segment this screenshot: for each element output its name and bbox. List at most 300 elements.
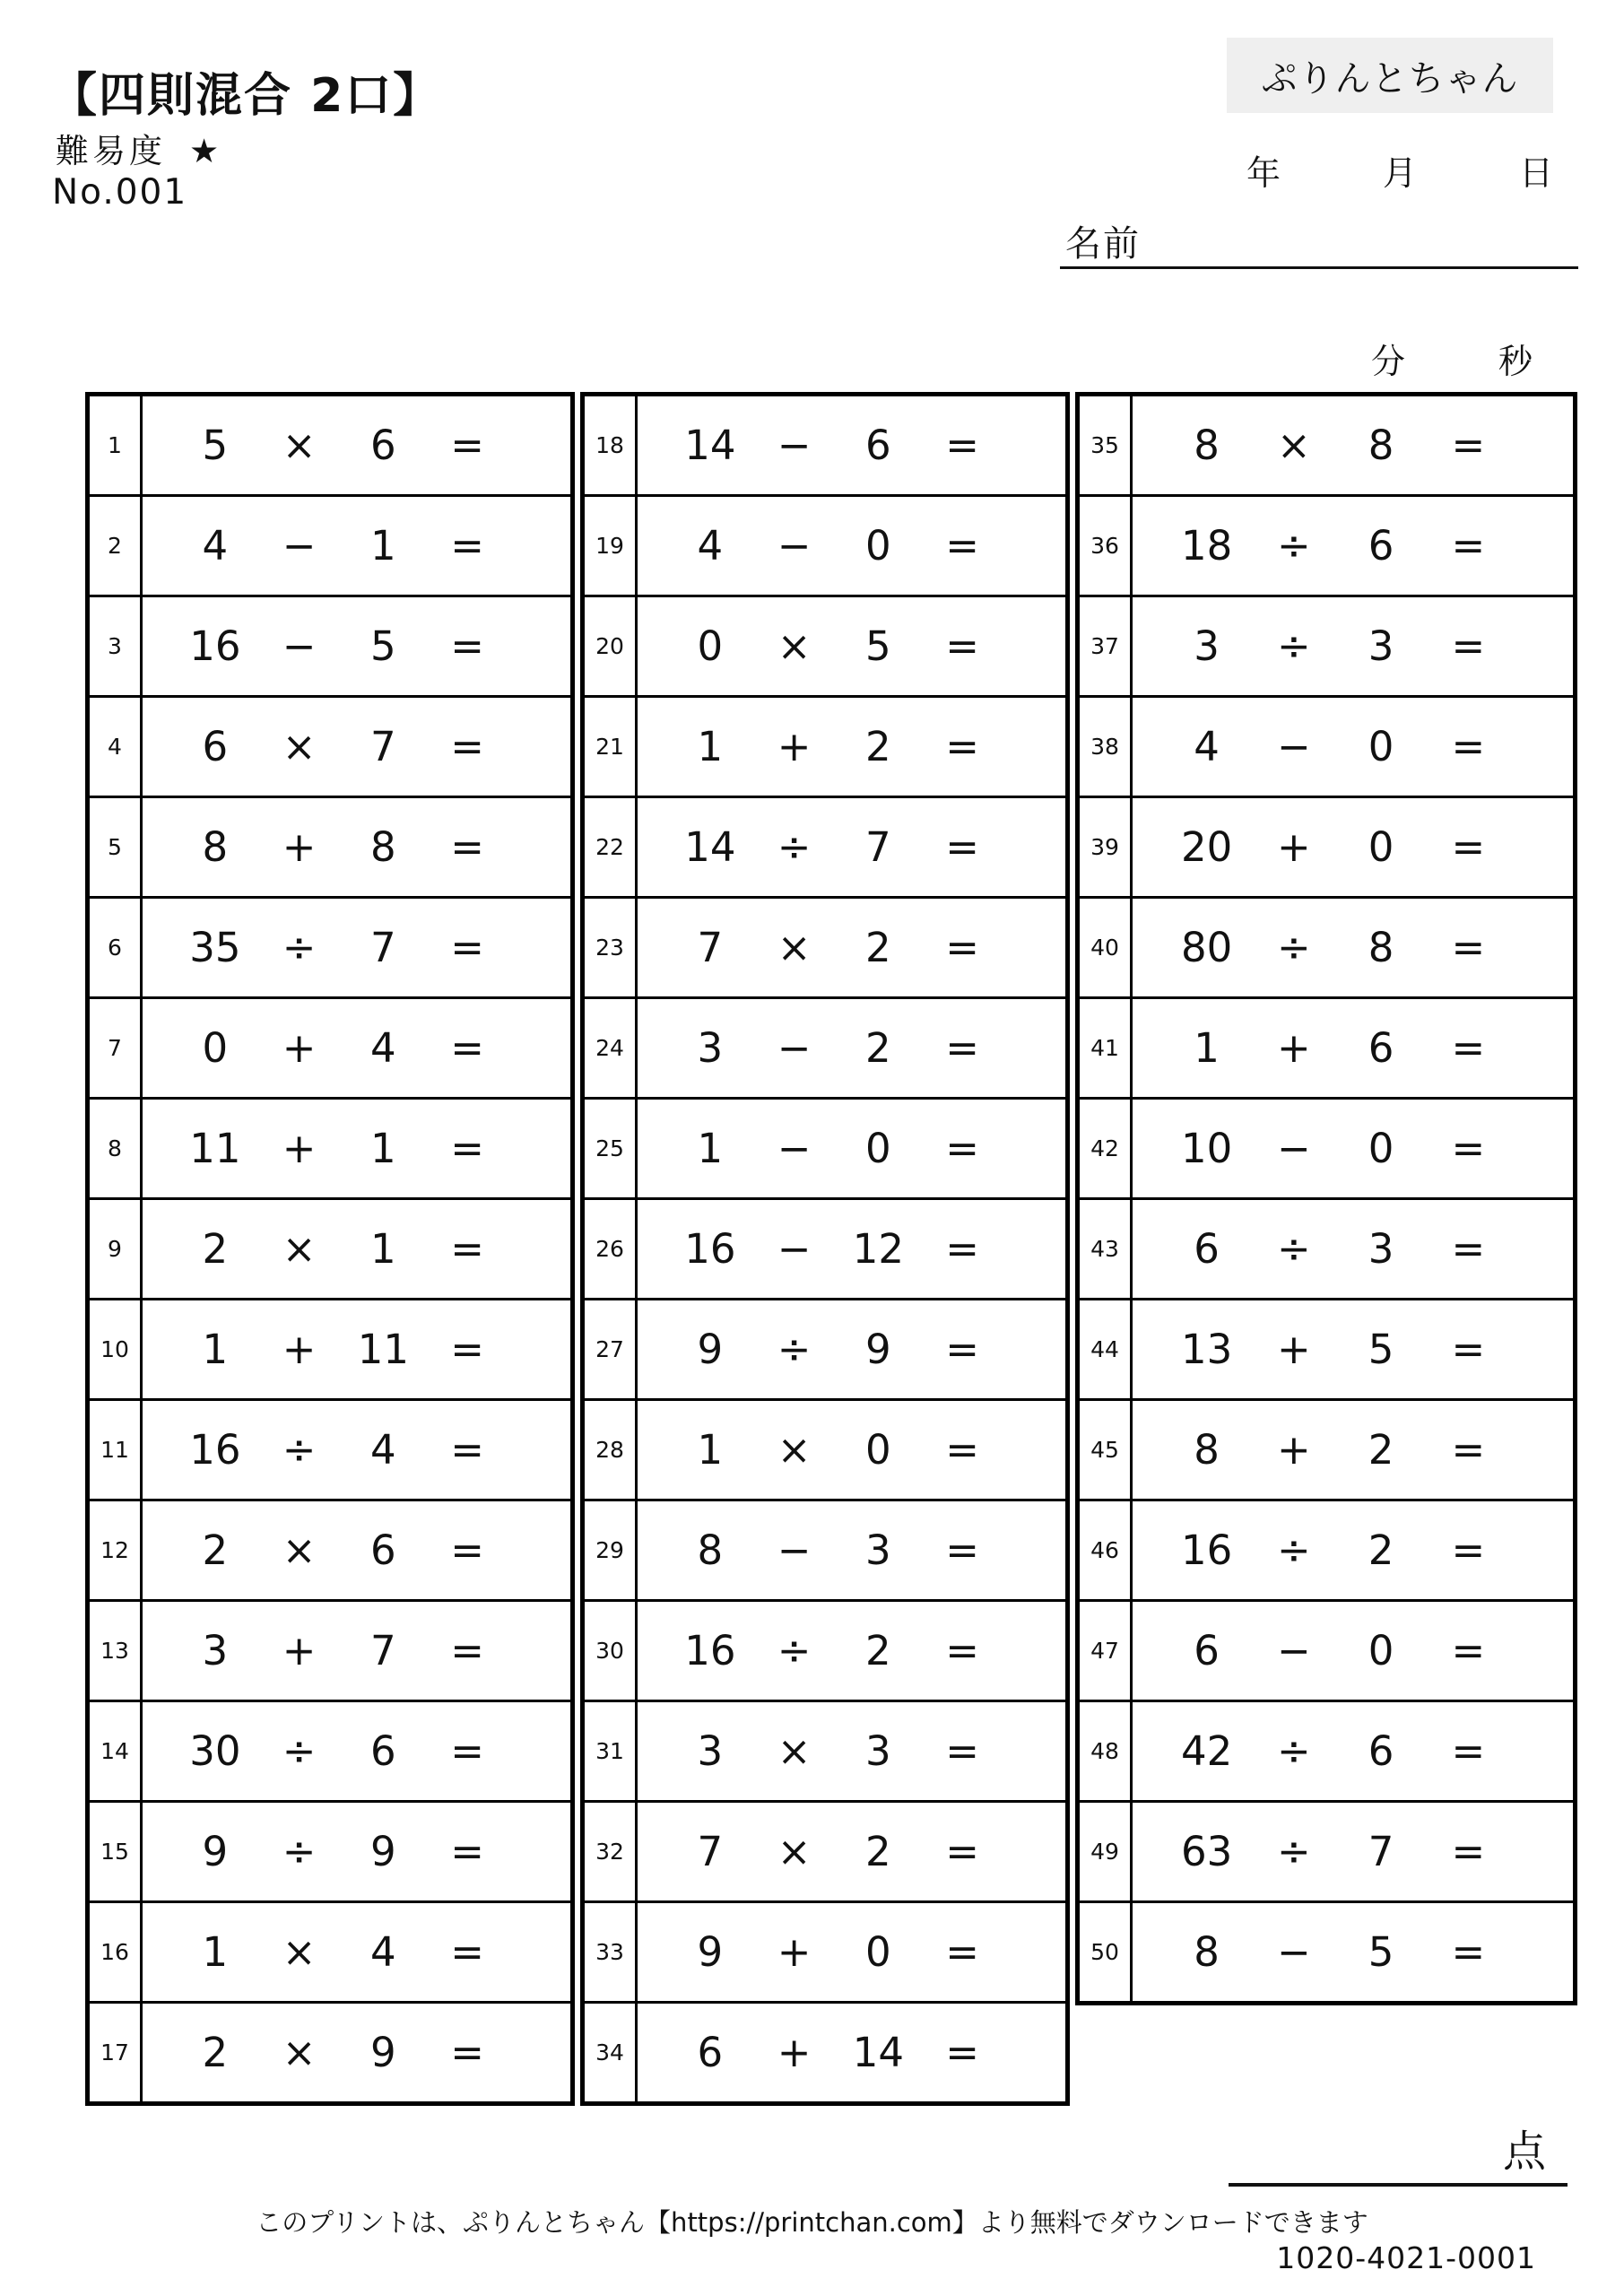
operand-b: 4: [370, 1024, 396, 1072]
operand-a: 16: [189, 622, 241, 670]
equals-sign: =: [945, 422, 979, 469]
operand-a: 5: [202, 422, 229, 469]
equals-sign: =: [450, 1225, 484, 1273]
operator: +: [1277, 1426, 1311, 1474]
problem-expression: [1133, 1702, 1573, 1800]
operator: −: [777, 1526, 812, 1574]
difficulty-star-icon: ★: [189, 132, 220, 170]
problem-expression: [638, 1200, 1065, 1298]
score-label: 点: [1503, 2126, 1547, 2177]
equals-sign: =: [450, 723, 484, 770]
problem-expression: [143, 2004, 570, 2101]
problem-expression: [638, 1702, 1065, 1800]
operand-a: 35: [189, 924, 241, 971]
operand-a: 3: [1194, 622, 1220, 670]
operand-b: 12: [852, 1225, 904, 1273]
equals-sign: =: [450, 1125, 484, 1172]
operator: ÷: [282, 1828, 317, 1875]
problem-expression: [638, 1501, 1065, 1599]
equals-sign: =: [1451, 1125, 1486, 1172]
operator: +: [282, 1125, 317, 1172]
problem-number: 4: [90, 698, 143, 796]
operand-b: 6: [1368, 1024, 1394, 1072]
problem-expression: [143, 1300, 570, 1398]
operand-a: 4: [202, 522, 229, 570]
problem-number: 37: [1080, 597, 1133, 695]
operator: ÷: [777, 823, 812, 871]
problem-number: 43: [1080, 1200, 1133, 1298]
equals-sign: =: [945, 1727, 979, 1775]
problem-expression: [1133, 899, 1573, 996]
operand-a: 2: [202, 1526, 229, 1574]
problem-number: 32: [585, 1803, 638, 1900]
problem-row: [585, 1197, 1065, 1298]
name-label: 名前: [1065, 223, 1141, 265]
operand-b: 6: [1368, 1727, 1394, 1775]
operand-a: 30: [189, 1727, 241, 1775]
operand-b: 9: [370, 1828, 396, 1875]
equals-sign: =: [945, 1928, 979, 1976]
operand-b: 2: [865, 723, 891, 770]
problem-expression: [638, 1300, 1065, 1398]
problem-expression: [638, 1401, 1065, 1499]
footer-credit: このプリントは、ぷりんとちゃん【https://printchan.com】より無料でダウンロードできます: [256, 2207, 1368, 2238]
problem-number: 33: [585, 1903, 638, 2001]
operator: ÷: [282, 924, 317, 971]
problem-number: 49: [1080, 1803, 1133, 1900]
operator: −: [1277, 1627, 1311, 1674]
problem-row: [1080, 1900, 1573, 2001]
problem-expression: [143, 1401, 570, 1499]
operand-b: 1: [370, 522, 396, 570]
equals-sign: =: [945, 622, 979, 670]
problem-row: [1080, 1499, 1573, 1599]
equals-sign: =: [1451, 622, 1486, 670]
problem-expression: [1133, 698, 1573, 796]
problem-row: [585, 1398, 1065, 1499]
problem-row: [90, 1900, 570, 2001]
problem-number: 20: [585, 597, 638, 695]
problem-number: 25: [585, 1100, 638, 1197]
equals-sign: =: [1451, 422, 1486, 469]
operator: ÷: [1277, 1727, 1311, 1775]
equals-sign: =: [945, 1326, 979, 1373]
problem-row: [1080, 695, 1573, 796]
problem-expression: [1133, 396, 1573, 494]
problem-number: 22: [585, 798, 638, 896]
operator: ×: [282, 1928, 317, 1976]
operand-a: 20: [1180, 823, 1233, 871]
problem-row: [90, 1700, 570, 1800]
operator: +: [282, 823, 317, 871]
problem-expression: [638, 597, 1065, 695]
problems-column-3: [1075, 392, 1577, 2005]
operand-b: 0: [865, 1125, 891, 1172]
operator: ×: [777, 1828, 812, 1875]
operand-b: 11: [357, 1326, 409, 1373]
operand-b: 14: [852, 2029, 904, 2076]
equals-sign: =: [1451, 1426, 1486, 1474]
problem-row: [90, 896, 570, 996]
problem-number: 27: [585, 1300, 638, 1398]
problem-row: [90, 494, 570, 595]
problem-row: [1080, 996, 1573, 1097]
operand-b: 2: [1368, 1526, 1394, 1574]
operand-b: 2: [865, 1828, 891, 1875]
operator: +: [777, 1928, 812, 1976]
problem-row: [585, 1298, 1065, 1398]
equals-sign: =: [1451, 522, 1486, 570]
problem-number: 46: [1080, 1501, 1133, 1599]
operator: ÷: [777, 1326, 812, 1373]
problem-number: 9: [90, 1200, 143, 1298]
equals-sign: =: [1451, 1928, 1486, 1976]
operand-b: 3: [865, 1526, 891, 1574]
operator: −: [1277, 1125, 1311, 1172]
operator: +: [282, 1326, 317, 1373]
operand-a: 3: [697, 1024, 724, 1072]
operand-b: 1: [370, 1225, 396, 1273]
operand-b: 2: [865, 924, 891, 971]
problem-number: 11: [90, 1401, 143, 1499]
equals-sign: =: [945, 823, 979, 871]
problem-expression: [143, 1702, 570, 1800]
page-title: 【四則混合 2口】: [50, 69, 442, 123]
operand-a: 16: [684, 1225, 736, 1273]
problem-number: 28: [585, 1401, 638, 1499]
problem-row: [1080, 1398, 1573, 1499]
operator: −: [777, 1225, 812, 1273]
operand-b: 6: [370, 1526, 396, 1574]
equals-sign: =: [1451, 924, 1486, 971]
operand-a: 1: [697, 1125, 724, 1172]
minutes-label: 分: [1371, 342, 1406, 381]
operator: ×: [282, 723, 317, 770]
operator: −: [777, 522, 812, 570]
problem-expression: [143, 1200, 570, 1298]
operand-b: 7: [370, 723, 396, 770]
operand-a: 7: [697, 924, 724, 971]
problem-number: 24: [585, 999, 638, 1097]
problem-row: [585, 494, 1065, 595]
problem-row: [90, 1599, 570, 1700]
problem-expression: [1133, 1903, 1573, 2001]
problem-number: 40: [1080, 899, 1133, 996]
problem-row: [585, 1499, 1065, 1599]
problem-number: 34: [585, 2004, 638, 2101]
seconds-label: 秒: [1498, 342, 1533, 381]
date-day-label: 日: [1518, 153, 1553, 193]
operator: ÷: [1277, 924, 1311, 971]
operator: −: [1277, 723, 1311, 770]
problem-row: [1080, 1197, 1573, 1298]
operator: −: [282, 622, 317, 670]
operand-a: 3: [697, 1727, 724, 1775]
operand-a: 6: [1194, 1627, 1220, 1674]
problem-row: [1080, 796, 1573, 896]
problem-expression: [638, 798, 1065, 896]
problem-row: [585, 896, 1065, 996]
problem-expression: [143, 396, 570, 494]
problem-number: 14: [90, 1702, 143, 1800]
operand-b: 9: [370, 2029, 396, 2076]
operand-b: 5: [370, 622, 396, 670]
problem-row: [1080, 1700, 1573, 1800]
operand-b: 2: [865, 1024, 891, 1072]
problem-expression: [1133, 497, 1573, 595]
operand-b: 6: [370, 1727, 396, 1775]
problem-number: 2: [90, 497, 143, 595]
problem-number: 50: [1080, 1903, 1133, 2001]
equals-sign: =: [450, 2029, 484, 2076]
problem-number: 39: [1080, 798, 1133, 896]
difficulty-row: [56, 124, 219, 172]
operand-a: 7: [697, 1828, 724, 1875]
problem-row: [585, 996, 1065, 1097]
operand-b: 3: [865, 1727, 891, 1775]
problem-expression: [1133, 1401, 1573, 1499]
operand-a: 2: [202, 1225, 229, 1273]
problem-number: 26: [585, 1200, 638, 1298]
equals-sign: =: [450, 1426, 484, 1474]
operand-a: 8: [202, 823, 229, 871]
operator: ÷: [1277, 1828, 1311, 1875]
equals-sign: =: [450, 1326, 484, 1373]
problem-number: 13: [90, 1602, 143, 1700]
operand-b: 9: [865, 1326, 891, 1373]
operand-a: 0: [697, 622, 724, 670]
operand-a: 6: [1194, 1225, 1220, 1273]
equals-sign: =: [945, 1024, 979, 1072]
problem-row: [90, 695, 570, 796]
operand-b: 2: [1368, 1426, 1394, 1474]
problem-expression: [638, 497, 1065, 595]
operand-a: 6: [697, 2029, 724, 2076]
operand-a: 16: [189, 1426, 241, 1474]
operator: ÷: [282, 1727, 317, 1775]
problem-expression: [1133, 597, 1573, 695]
equals-sign: =: [1451, 1526, 1486, 1574]
problem-expression: [638, 1903, 1065, 2001]
problem-row: [585, 695, 1065, 796]
operator: ÷: [1277, 1225, 1311, 1273]
problem-row: [1080, 595, 1573, 695]
equals-sign: =: [450, 422, 484, 469]
problem-number: 19: [585, 497, 638, 595]
operator: ×: [777, 622, 812, 670]
operand-a: 1: [1194, 1024, 1220, 1072]
problem-expression: [1133, 1100, 1573, 1197]
operand-a: 1: [202, 1928, 229, 1976]
operator: ×: [777, 924, 812, 971]
problem-row: [90, 996, 570, 1097]
problem-expression: [1133, 798, 1573, 896]
equals-sign: =: [450, 622, 484, 670]
problem-number: 6: [90, 899, 143, 996]
date-year-label: 年: [1246, 153, 1281, 193]
equals-sign: =: [450, 1727, 484, 1775]
problem-row: [1080, 1599, 1573, 1700]
problems-table: [85, 392, 1577, 2106]
operand-b: 8: [1368, 924, 1394, 971]
operand-a: 1: [697, 723, 724, 770]
problem-number: 15: [90, 1803, 143, 1900]
operator: ×: [282, 2029, 317, 2076]
operator: +: [777, 723, 812, 770]
problem-number: 38: [1080, 698, 1133, 796]
operand-b: 0: [865, 522, 891, 570]
problem-expression: [143, 999, 570, 1097]
problem-number: 31: [585, 1702, 638, 1800]
problem-number: 41: [1080, 999, 1133, 1097]
operand-b: 5: [1368, 1928, 1394, 1976]
problem-row: [1080, 396, 1573, 494]
operator: −: [777, 422, 812, 469]
date-month-label: 月: [1382, 153, 1417, 193]
operator: +: [1277, 1024, 1311, 1072]
problem-row: [90, 1499, 570, 1599]
problem-row: [585, 1900, 1065, 2001]
problem-number: 1: [90, 396, 143, 494]
equals-sign: =: [945, 2029, 979, 2076]
problem-expression: [638, 999, 1065, 1097]
equals-sign: =: [1451, 1326, 1486, 1373]
equals-sign: =: [450, 1024, 484, 1072]
problem-row: [90, 1197, 570, 1298]
equals-sign: =: [1451, 1828, 1486, 1875]
difficulty-label: 難易度: [56, 132, 166, 170]
problem-number: 23: [585, 899, 638, 996]
operator: ×: [1277, 422, 1311, 469]
operand-b: 4: [370, 1928, 396, 1976]
problem-expression: [143, 497, 570, 595]
operator: ×: [777, 1426, 812, 1474]
problem-row: [585, 796, 1065, 896]
problem-number: 48: [1080, 1702, 1133, 1800]
operand-b: 3: [1368, 1225, 1394, 1273]
operand-b: 8: [1368, 422, 1394, 469]
operand-a: 14: [684, 422, 736, 469]
problem-number: 18: [585, 396, 638, 494]
equals-sign: =: [1451, 1727, 1486, 1775]
operand-b: 7: [1368, 1828, 1394, 1875]
problem-number: 42: [1080, 1100, 1133, 1197]
operand-a: 8: [1194, 1928, 1220, 1976]
operator: ×: [282, 1225, 317, 1273]
problem-number: 12: [90, 1501, 143, 1599]
operator: ×: [282, 422, 317, 469]
problem-number: 45: [1080, 1401, 1133, 1499]
equals-sign: =: [450, 1928, 484, 1976]
problem-row: [90, 1298, 570, 1398]
operand-b: 1: [370, 1125, 396, 1172]
brand-name: ぷりんとちゃん: [1261, 57, 1519, 100]
equals-sign: =: [945, 522, 979, 570]
problem-row: [90, 396, 570, 494]
problem-expression: [143, 798, 570, 896]
problem-row: [585, 1700, 1065, 1800]
equals-sign: =: [945, 1225, 979, 1273]
problem-expression: [638, 899, 1065, 996]
operand-a: 80: [1180, 924, 1233, 971]
operator: −: [282, 522, 317, 570]
equals-sign: =: [945, 1125, 979, 1172]
operand-a: 2: [202, 2029, 229, 2076]
problem-number: 16: [90, 1903, 143, 2001]
problem-expression: [1133, 1200, 1573, 1298]
equals-sign: =: [945, 723, 979, 770]
operand-a: 4: [697, 522, 724, 570]
problem-row: [585, 1097, 1065, 1197]
operand-a: 8: [697, 1526, 724, 1574]
problem-row: [1080, 494, 1573, 595]
operand-a: 9: [202, 1828, 229, 1875]
operator: ÷: [1277, 1526, 1311, 1574]
operand-b: 0: [1368, 1125, 1394, 1172]
problem-number: 8: [90, 1100, 143, 1197]
problem-row: [585, 1599, 1065, 1700]
operator: +: [777, 2029, 812, 2076]
operand-b: 8: [370, 823, 396, 871]
operand-a: 8: [1194, 1426, 1220, 1474]
operator: ×: [777, 1727, 812, 1775]
problem-number: 29: [585, 1501, 638, 1599]
operator: ×: [282, 1526, 317, 1574]
operand-a: 18: [1180, 522, 1233, 570]
problem-row: [585, 396, 1065, 494]
operand-b: 0: [865, 1928, 891, 1976]
equals-sign: =: [1451, 823, 1486, 871]
problem-expression: [143, 1903, 570, 2001]
problem-row: [1080, 896, 1573, 996]
problem-expression: [1133, 1602, 1573, 1700]
operand-a: 63: [1180, 1828, 1233, 1875]
problem-expression: [638, 1602, 1065, 1700]
problem-expression: [1133, 1300, 1573, 1398]
operator: ÷: [1277, 622, 1311, 670]
operand-b: 3: [1368, 622, 1394, 670]
operator: ÷: [1277, 522, 1311, 570]
operand-a: 11: [189, 1125, 241, 1172]
problem-number: 7: [90, 999, 143, 1097]
equals-sign: =: [1451, 723, 1486, 770]
problem-row: [585, 1800, 1065, 1900]
problems-column-1: [85, 392, 575, 2106]
equals-sign: =: [945, 1828, 979, 1875]
operand-b: 6: [370, 422, 396, 469]
operand-a: 10: [1180, 1125, 1233, 1172]
problem-expression: [143, 1803, 570, 1900]
operand-a: 16: [684, 1627, 736, 1674]
operator: +: [282, 1024, 317, 1072]
operand-a: 9: [697, 1928, 724, 1976]
equals-sign: =: [450, 823, 484, 871]
equals-sign: =: [1451, 1024, 1486, 1072]
operand-a: 13: [1180, 1326, 1233, 1373]
operand-b: 4: [370, 1426, 396, 1474]
problem-row: [90, 595, 570, 695]
footer-code: 1020-4021-0001: [1276, 2240, 1536, 2275]
operand-a: 42: [1180, 1727, 1233, 1775]
problem-number: 47: [1080, 1602, 1133, 1700]
problem-number: 36: [1080, 497, 1133, 595]
operand-a: 14: [684, 823, 736, 871]
problem-expression: [638, 396, 1065, 494]
operand-a: 6: [202, 723, 229, 770]
equals-sign: =: [450, 1828, 484, 1875]
operand-b: 7: [370, 924, 396, 971]
equals-sign: =: [1451, 1225, 1486, 1273]
